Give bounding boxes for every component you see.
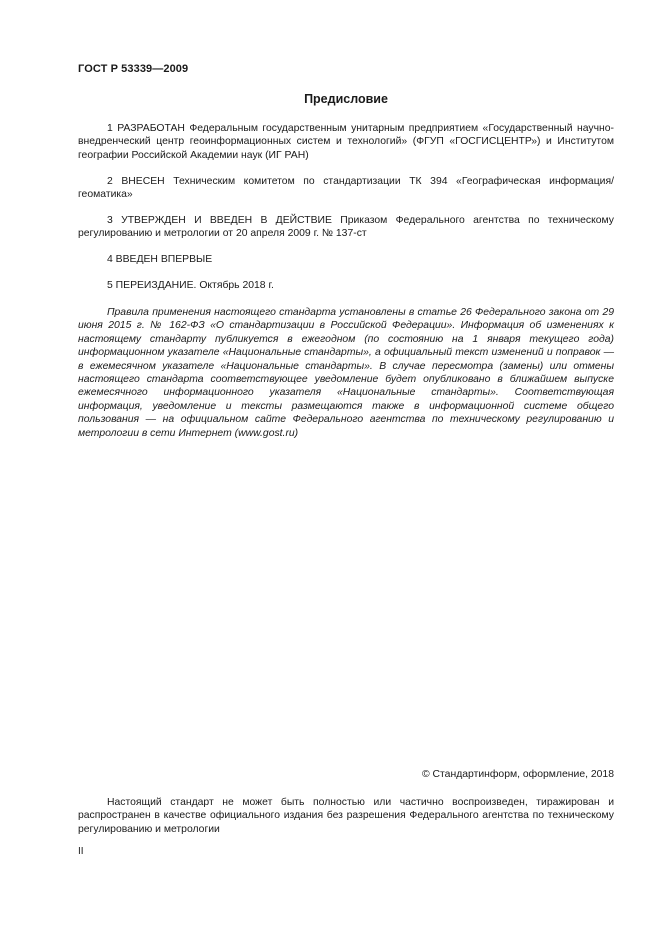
foreword-item-1: 1 РАЗРАБОТАН Федеральным государственным унитарным предприятием «Государственный научно-внедренческий центр геоинформационных систем и технологий» (ФГУП «ГОСГИСЦЕНТР») и Институтом географии Российской Академии наук (ИГ РАН): [78, 123, 614, 161]
reproduction-notice: Настоящий стандарт не может быть полностью или частично воспроизведен, тиражирован и распространен в качестве официального издания без разрешения Федерального агентства по техническому регулированию и метрологии: [78, 797, 614, 835]
page-number: II: [78, 846, 84, 857]
page-title: Предисловие: [304, 92, 388, 106]
copyright-line: © Стандартинформ, оформление, 2018: [421, 769, 614, 780]
foreword-item-4: 4 ВВЕДЕН ВПЕРВЫЕ: [107, 254, 213, 265]
document-code: ГОСТ Р 53339—2009: [78, 63, 189, 75]
foreword-item-2: 2 ВНЕСЕН Техническим комитетом по стандартизации ТК 394 «Географическая информация/геоматика»: [78, 176, 614, 201]
foreword-item-5: 5 ПЕРЕИЗДАНИЕ. Октябрь 2018 г.: [107, 280, 274, 291]
foreword-item-3: 3 УТВЕРЖДЕН И ВВЕДЕН В ДЕЙСТВИЕ Приказом Федерального агентства по техническому регулированию и метрологии от 20 апреля 2009 г. № 137-ст: [78, 215, 614, 240]
standard-rules-text: Правила применения настоящего стандарта установлены в статье 26 Федерального закона от 29 июня 2015 г. № 162-ФЗ «О стандартизации в Российской Федерации». Информация об изменениях к настоящему стандарту публикуется в ежегодном (по состоянию на 1 января текущего года) информационном указателе «Национальные стандарты», а официальный текст изменений и поправок — в ежемесячном указателе «Национальные стандарты». В случае пересмотра (замены) или отмены настоящего стандарта соответствующее уведомление будет опубликовано в ближайшем выпуске ежемесячного информационного указателя «Национальные стандарты». Соответствующая информация, уведомление и тексты размещаются также в информационной системе общего пользования — на официальном сайте Федерального агентства по техническому регулированию и метрологии в сети Интернет (www.gost.ru): [78, 307, 614, 439]
